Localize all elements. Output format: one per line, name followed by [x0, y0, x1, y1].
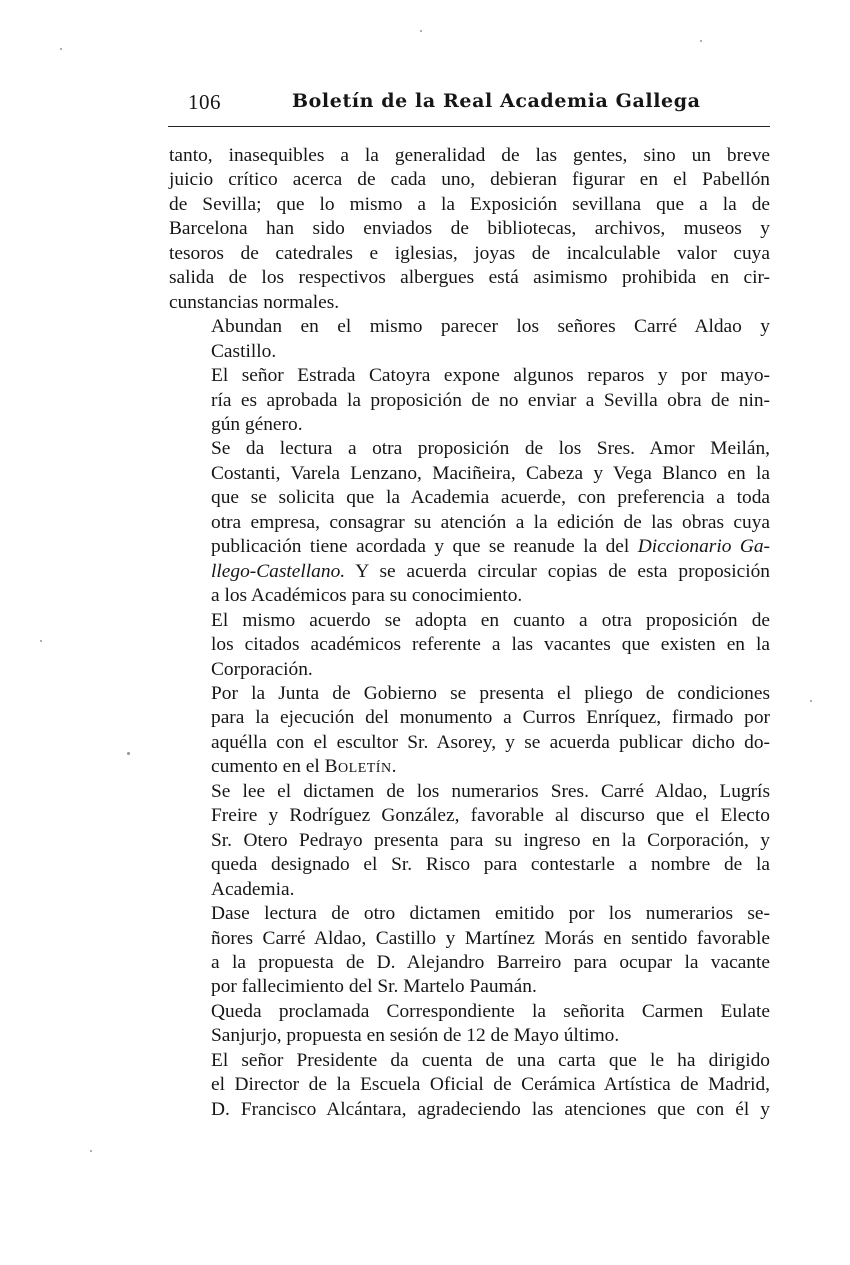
- paragraph-10: [169, 1049, 770, 1122]
- paragraph-5: [169, 609, 770, 682]
- text-line: ñores Carré Aldao, Castillo y Martínez Morás en sentido favorable: [211, 927, 770, 949]
- text-line: [169, 755, 770, 779]
- text-line: Se lee el dictamen de los numerarios Sres. Carré Aldao, Lugrís: [211, 780, 770, 802]
- text-line: Dase lectura de otro dictamen emitido por los numerarios se-: [211, 903, 770, 925]
- paragraph-4: [169, 437, 770, 608]
- paragraph-7: [169, 780, 770, 902]
- text-line: aquélla con el escultor Sr. Asorey, y se acuerda publicar dicho do-: [211, 731, 770, 753]
- paragraph-8: [169, 902, 770, 1000]
- text-line: Abundan en el mismo parecer los señores Carré Aldao y: [211, 316, 770, 338]
- text-line: El señor Estrada Catoyra expone algunos reparos y por mayo-: [211, 365, 770, 387]
- text-line: por fallecimiento del Sr. Martelo Paumán.: [211, 976, 537, 998]
- text-line: salida de los respectivos albergues está asimismo prohibida en cir-: [169, 267, 770, 289]
- text-line: que se solicita que la Academia acuerde, con preferencia a toda: [211, 487, 770, 509]
- text-line: Academia.: [211, 878, 295, 900]
- text-line: ría es aprobada la proposición de no enviar a Sevilla obra de nin-: [211, 389, 770, 411]
- text-line: queda designado el Sr. Risco para contestarle a nombre de la: [211, 854, 770, 876]
- text-line: a los Académicos para su conocimiento.: [211, 585, 523, 607]
- text-line: Costanti, Varela Lenzano, Maciñeira, Cabeza y Vega Blanco en la: [211, 462, 770, 484]
- body-text: [169, 144, 770, 1122]
- paragraph-9: [169, 1000, 770, 1049]
- text-line: Se da lectura a otra proposición de los Sres. Amor Meilán,: [211, 438, 770, 460]
- text-line: Sr. Otero Pedrayo presenta para su ingreso en la Corporación, y: [211, 829, 770, 851]
- text-segment: publicación tiene acordada y que se reanude la del: [211, 536, 638, 558]
- running-title: Boletín de la Real Academia Gallega: [292, 90, 701, 112]
- text-line: Queda proclamada Correspondiente la señorita Carmen Eulate: [211, 1000, 770, 1022]
- dictionary-title: Diccionario Ga-: [637, 536, 770, 558]
- text-line: tesoros de catedrales e iglesias, joyas de incalculable valor cuya: [169, 242, 770, 264]
- text-line: Barcelona han sido enviados de bibliotecas, archivos, museos y: [169, 218, 770, 240]
- text-line: El mismo acuerdo se adopta en cuanto a otra proposición de: [211, 609, 770, 631]
- scan-speck: [90, 1150, 92, 1152]
- text-line: de Sevilla; que lo mismo a la Exposición sevillana que a la de: [169, 193, 770, 215]
- paragraph-1: [169, 144, 770, 315]
- text-line: para la ejecución del monumento a Curros Enríquez, firmado por: [211, 707, 770, 729]
- text-line: [169, 535, 770, 559]
- scan-speck: [127, 752, 130, 755]
- text-line: El señor Presidente da cuenta de una carta que le ha dirigido: [211, 1049, 770, 1071]
- text-line: Freire y Rodríguez González, favorable al discurso que el Electo: [211, 805, 770, 827]
- scan-speck: [420, 30, 422, 32]
- text-line: a la propuesta de D. Alejandro Barreiro para ocupar la vacante: [211, 951, 770, 973]
- scan-speck: [60, 48, 62, 50]
- text-line: Por la Junta de Gobierno se presenta el pliego de condiciones: [211, 682, 770, 704]
- text-line: tanto, inasequibles a la generalidad de las gentes, sino un breve: [169, 145, 770, 166]
- text-line: el Director de la Escuela Oficial de Cerámica Artística de Madrid,: [211, 1074, 770, 1096]
- page-header: [168, 86, 770, 127]
- text-line: los citados académicos referente a las vacantes que existen en la: [211, 634, 770, 656]
- dictionary-title: llego-Castellano.: [211, 560, 346, 582]
- boletin-smallcaps: Boletín: [324, 756, 392, 778]
- text-segment: cumento en el: [211, 756, 325, 778]
- text-line: D. Francisco Alcántara, agradeciendo las atenciones que con él y: [211, 1098, 770, 1120]
- scan-speck: [40, 640, 42, 642]
- text-line: Castillo.: [211, 340, 277, 362]
- text-line: juicio crítico acerca de cada uno, debieran figurar en el Pabellón: [169, 169, 770, 191]
- paragraph-2: [169, 315, 770, 364]
- text-line: cunstancias normales.: [169, 291, 340, 313]
- text-line: [169, 560, 770, 584]
- text-line: gún género.: [211, 413, 303, 435]
- page-number: 106: [188, 90, 221, 114]
- text-segment: Y se acuerda circular copias de esta proposición: [345, 560, 770, 582]
- text-line: Corporación.: [211, 658, 313, 680]
- paragraph-6: [169, 682, 770, 780]
- text-line: otra empresa, consagrar su atención a la edición de las obras cuya: [211, 511, 770, 533]
- paragraph-3: [169, 364, 770, 437]
- text-line: Sanjurjo, propuesta en sesión de 12 de Mayo último.: [211, 1025, 620, 1047]
- scan-speck: [700, 40, 702, 42]
- text-segment: .: [391, 756, 397, 778]
- scan-speck: [810, 700, 812, 702]
